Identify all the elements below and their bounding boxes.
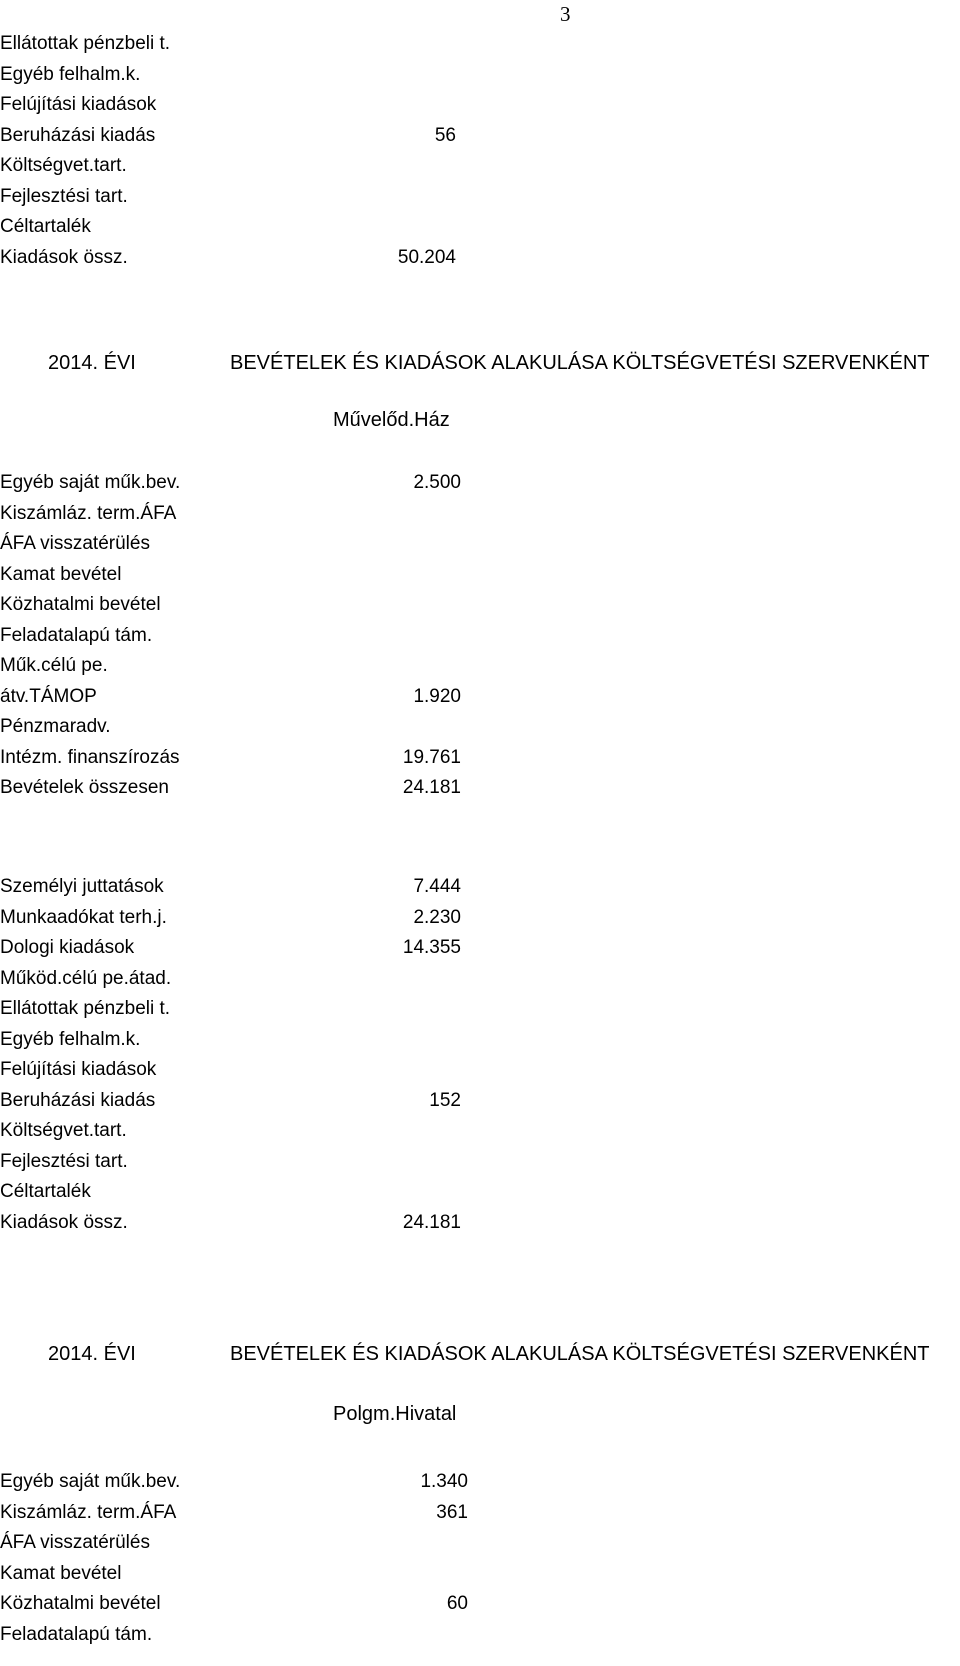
table-row (0, 1528, 960, 1559)
row-value: 1.920 (413, 685, 461, 707)
row-label: Céltartalék (0, 1181, 91, 1202)
row-label: Kamat bevétel (0, 563, 122, 585)
table-row (0, 621, 960, 652)
section-year: 2014. ÉVI (48, 1343, 136, 1365)
row-label: Munkaadókat terh.j. (0, 906, 167, 928)
table-row (0, 151, 960, 182)
table-row (0, 1055, 960, 1086)
table-row (0, 933, 960, 964)
row-label: ÁFA visszatérülés (0, 1532, 150, 1553)
row-label: Beruházási kiadás (0, 124, 156, 146)
section-year: 2014. ÉVI (48, 352, 136, 374)
row-label: Fejlesztési tart. (0, 1150, 128, 1172)
row-label: Műk.célú pe. (0, 655, 108, 676)
row-label: Kiadások össz. (0, 246, 128, 268)
table-row (0, 212, 960, 243)
table-row (0, 1589, 960, 1620)
table-row (0, 1467, 960, 1498)
section1-revenues-table (0, 468, 960, 804)
row-label: Fejlesztési tart. (0, 185, 128, 207)
row-label: Közhatalmi bevétel (0, 1593, 161, 1614)
row-label: Bevételek összesen (0, 777, 169, 798)
table-row (0, 964, 960, 995)
row-label: Közhatalmi bevétel (0, 594, 161, 615)
table-row (0, 903, 960, 934)
table-row (0, 468, 960, 499)
table-row (0, 773, 960, 804)
table-row (0, 90, 960, 121)
row-label: Költségvet.tart. (0, 155, 127, 176)
row-value: 50.204 (397, 246, 456, 268)
table-row (0, 1498, 960, 1529)
row-label: Kiszámláz. term.ÁFA (0, 1501, 177, 1523)
row-label: Egyéb felhalm.k. (0, 63, 141, 85)
row-label: Költségvet.tart. (0, 1120, 127, 1141)
section-title: BEVÉTELEK ÉS KIADÁSOK ALAKULÁSA KÖLTSÉGVETÉSI SZERVENKÉNT (230, 1343, 930, 1365)
table-row (0, 1177, 960, 1208)
section1-heading (0, 347, 960, 379)
row-label: Dologi kiadások (0, 937, 135, 958)
row-label: ÁFA visszatérülés (0, 533, 150, 554)
table-row (0, 1086, 960, 1117)
table-row (0, 743, 960, 774)
table-row (0, 1559, 960, 1590)
row-value: 24.181 (402, 1211, 461, 1233)
table-row (0, 994, 960, 1025)
section2-revenues-table (0, 1467, 960, 1650)
row-value: 7.444 (413, 876, 461, 897)
section-unit-name: Polgm.Hivatal (333, 1403, 457, 1425)
table-row (0, 712, 960, 743)
row-value: 2.500 (413, 472, 461, 493)
row-label: Ellátottak pénzbeli t. (0, 998, 171, 1019)
page-number: 3 (560, 2, 571, 26)
table-row (0, 60, 960, 91)
row-value: 1.340 (420, 1471, 468, 1492)
row-label: Egyéb saját műk.bev. (0, 472, 181, 493)
row-label: Feladatalapú tám. (0, 1623, 153, 1645)
row-label: Működ.célú pe.átad. (0, 967, 172, 989)
row-label: Beruházási kiadás (0, 1089, 156, 1111)
table-row (0, 243, 960, 274)
row-value: 60 (446, 1593, 468, 1614)
section-title: BEVÉTELEK ÉS KIADÁSOK ALAKULÁSA KÖLTSÉGVETÉSI SZERVENKÉNT (230, 352, 930, 374)
section0-table (0, 29, 960, 273)
row-label: Céltartalék (0, 216, 91, 237)
table-row (0, 29, 960, 60)
table-row (0, 499, 960, 530)
table-row (0, 529, 960, 560)
row-value: 19.761 (402, 746, 461, 768)
table-row (0, 121, 960, 152)
row-label: Kamat bevétel (0, 1562, 122, 1584)
section1-expenses-table (0, 872, 960, 1238)
row-label: Kiadások össz. (0, 1211, 128, 1233)
row-value: 361 (436, 1501, 468, 1523)
row-value: 24.181 (402, 777, 461, 798)
row-label: Feladatalapú tám. (0, 624, 153, 646)
row-label: Kiszámláz. term.ÁFA (0, 502, 177, 524)
row-value: 2.230 (413, 906, 461, 928)
table-row (0, 1116, 960, 1147)
table-row (0, 1620, 960, 1651)
table-row (0, 1025, 960, 1056)
table-row (0, 1208, 960, 1239)
section-unit-name: Művelőd.Ház (333, 409, 450, 431)
table-row (0, 1147, 960, 1178)
table-row (0, 682, 960, 713)
row-value: 56 (434, 124, 456, 146)
row-value: 14.355 (402, 937, 461, 958)
row-label: Egyéb saját műk.bev. (0, 1471, 181, 1492)
row-label: Személyi juttatások (0, 876, 164, 897)
table-row (0, 560, 960, 591)
row-label: Ellátottak pénzbeli t. (0, 33, 171, 54)
table-row (0, 590, 960, 621)
row-label: átv.TÁMOP (0, 685, 97, 707)
section2-heading (0, 1338, 960, 1370)
row-label: Egyéb felhalm.k. (0, 1028, 141, 1050)
table-row (0, 872, 960, 903)
row-label: Intézm. finanszírozás (0, 746, 180, 768)
row-label: Felújítási kiadások (0, 94, 157, 115)
row-value: 152 (429, 1089, 461, 1111)
table-row (0, 182, 960, 213)
table-row (0, 651, 960, 682)
row-label: Felújítási kiadások (0, 1059, 157, 1080)
row-label: Pénzmaradv. (0, 716, 111, 737)
